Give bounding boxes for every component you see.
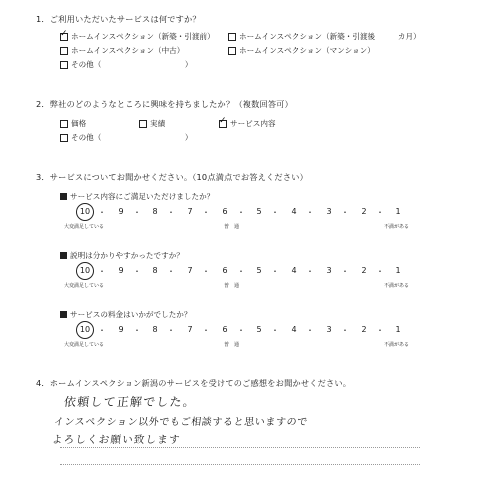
- q2-option-price[interactable]: [60, 118, 86, 129]
- bullet-square-icon: [60, 311, 67, 318]
- scale-labels: [64, 282, 414, 290]
- rating-9[interactable]: 9: [118, 325, 124, 334]
- rating-10[interactable]: 10: [79, 207, 91, 216]
- q2-option-label: その他（ ）: [71, 133, 193, 142]
- separator-dot: ・: [376, 208, 384, 217]
- separator-dot: ・: [202, 267, 210, 276]
- handwritten-line-1: 依頼して正解でした。: [63, 395, 197, 409]
- scale-label-mid: 普 通: [224, 283, 240, 289]
- checkbox[interactable]: [60, 134, 68, 142]
- separator-dot: ・: [167, 267, 175, 276]
- separator-dot: ・: [237, 326, 245, 335]
- separator-dot: ・: [271, 326, 279, 335]
- scale-label-high: 大変満足している: [64, 342, 105, 348]
- separator-dot: ・: [237, 267, 245, 276]
- separator-dot: ・: [202, 326, 210, 335]
- rating-scale[interactable]: [79, 207, 409, 219]
- scale-label-mid: 普 通: [224, 224, 240, 230]
- q2-option-other[interactable]: [60, 132, 193, 143]
- handwritten-line-3: よろしくお願い致します: [51, 434, 182, 446]
- checkbox[interactable]: [228, 33, 236, 41]
- scale-labels: [64, 341, 414, 349]
- q1-option-label: その他（ ）: [71, 60, 193, 69]
- scale-label-high: 大変満足している: [64, 283, 105, 289]
- question-2-title: 2．弊社のどのようなところに興味を持ちましたか？（複数回答可）: [36, 99, 294, 109]
- rating-10[interactable]: 10: [79, 325, 91, 334]
- checkmark-icon: ✓: [60, 28, 68, 39]
- rating-9[interactable]: 9: [118, 207, 124, 216]
- separator-dot: ・: [98, 208, 106, 217]
- rating-scale[interactable]: [79, 266, 409, 278]
- scale-label-low: 不満がある: [384, 342, 410, 348]
- question-4-title: 4．ホームインスペクション新潟のサービスを受けてのご感想をお聞かせください。: [36, 378, 352, 388]
- rating-4[interactable]: 4: [291, 266, 297, 275]
- rating-1[interactable]: 1: [395, 207, 401, 216]
- rating-7[interactable]: 7: [187, 266, 193, 275]
- separator-dot: ・: [306, 267, 314, 276]
- q1-option-mansion[interactable]: [228, 45, 375, 56]
- rating-7[interactable]: 7: [187, 325, 193, 334]
- q1-option-label: ホームインスペクション（マンション）: [239, 46, 375, 55]
- bullet-square-icon: [60, 252, 67, 259]
- rating-2[interactable]: 2: [361, 325, 367, 334]
- separator-dot: ・: [237, 208, 245, 217]
- separator-dot: ・: [133, 267, 141, 276]
- rating-8[interactable]: 8: [152, 207, 158, 216]
- question-1-title: 1．ご利用いただいたサービスは何ですか？: [36, 14, 201, 24]
- q1-option-label: ホームインスペクション（中古）: [71, 46, 185, 55]
- answer-line: [60, 464, 420, 465]
- q3-item-3-question: [60, 309, 192, 320]
- rating-5[interactable]: 5: [256, 207, 262, 216]
- rating-6[interactable]: 6: [222, 266, 228, 275]
- q1-option-used[interactable]: [60, 45, 184, 56]
- q1-option-new-after[interactable]: [228, 31, 421, 42]
- rating-8[interactable]: 8: [152, 325, 158, 334]
- separator-dot: ・: [271, 267, 279, 276]
- checkbox[interactable]: [228, 47, 236, 55]
- rating-3[interactable]: 3: [326, 325, 332, 334]
- rating-2[interactable]: 2: [361, 266, 367, 275]
- q3-item-label: 説明は分かりやすかったですか？: [70, 251, 184, 260]
- rating-7[interactable]: 7: [187, 207, 193, 216]
- separator-dot: ・: [306, 326, 314, 335]
- q3-item-label: サービス内容にご満足いただけましたか？: [70, 192, 215, 201]
- separator-dot: ・: [133, 208, 141, 217]
- separator-dot: ・: [167, 208, 175, 217]
- scale-label-low: 不満がある: [384, 283, 410, 289]
- q3-item-label: サービスの料金はいかがでしたか？: [70, 310, 192, 319]
- separator-dot: ・: [133, 326, 141, 335]
- separator-dot: ・: [341, 326, 349, 335]
- separator-dot: ・: [202, 208, 210, 217]
- checkbox-checked[interactable]: [219, 115, 227, 128]
- separator-dot: ・: [341, 208, 349, 217]
- checkmark-icon: ✓: [219, 115, 227, 126]
- q3-item-2-question: [60, 250, 184, 261]
- bullet-square-icon: [60, 193, 67, 200]
- rating-6[interactable]: 6: [222, 325, 228, 334]
- checkbox[interactable]: [60, 120, 68, 128]
- rating-scale[interactable]: [79, 325, 409, 337]
- q1-option-label: ホームインスペクション（新築・引渡前）: [71, 32, 215, 41]
- handwritten-line-2: インスペクション以外でもご相談すると思いますので: [53, 417, 309, 428]
- q2-option-label: サービス内容: [230, 119, 276, 128]
- q2-option-label: 価格: [71, 119, 87, 128]
- q1-option-label: ホームインスペクション（新築・引渡後 カ月）: [239, 32, 421, 41]
- rating-5[interactable]: 5: [256, 266, 262, 275]
- rating-8[interactable]: 8: [152, 266, 158, 275]
- rating-5[interactable]: 5: [256, 325, 262, 334]
- separator-dot: ・: [376, 326, 384, 335]
- checkbox[interactable]: [60, 61, 68, 69]
- scale-label-mid: 普 通: [224, 342, 240, 348]
- rating-6[interactable]: 6: [222, 207, 228, 216]
- rating-1[interactable]: 1: [395, 325, 401, 334]
- checkbox[interactable]: [60, 47, 68, 55]
- q2-option-label: 実績: [150, 119, 166, 128]
- rating-4[interactable]: 4: [291, 325, 297, 334]
- checkbox[interactable]: [139, 120, 147, 128]
- question-3-title: 3．サービスについてお聞かせください。（10点満点でお答えください）: [36, 172, 308, 182]
- q1-option-new-before[interactable]: [60, 28, 215, 42]
- rating-1[interactable]: 1: [395, 266, 401, 275]
- q2-option-record[interactable]: [139, 118, 165, 129]
- rating-4[interactable]: 4: [291, 207, 297, 216]
- separator-dot: ・: [376, 267, 384, 276]
- separator-dot: ・: [341, 267, 349, 276]
- q3-item-1-question: [60, 191, 214, 202]
- rating-10[interactable]: 10: [79, 266, 91, 275]
- separator-dot: ・: [98, 326, 106, 335]
- q1-option-other[interactable]: [60, 59, 193, 70]
- separator-dot: ・: [271, 208, 279, 217]
- rating-2[interactable]: 2: [361, 207, 367, 216]
- answer-line: [60, 447, 420, 448]
- separator-dot: ・: [306, 208, 314, 217]
- q2-option-service[interactable]: [219, 115, 276, 129]
- scale-label-high: 大変満足している: [64, 224, 105, 230]
- rating-3[interactable]: 3: [326, 266, 332, 275]
- checkbox-checked[interactable]: [60, 28, 68, 41]
- separator-dot: ・: [98, 267, 106, 276]
- rating-9[interactable]: 9: [118, 266, 124, 275]
- scale-label-low: 不満がある: [384, 224, 410, 230]
- rating-3[interactable]: 3: [326, 207, 332, 216]
- separator-dot: ・: [167, 326, 175, 335]
- scale-labels: [64, 223, 414, 231]
